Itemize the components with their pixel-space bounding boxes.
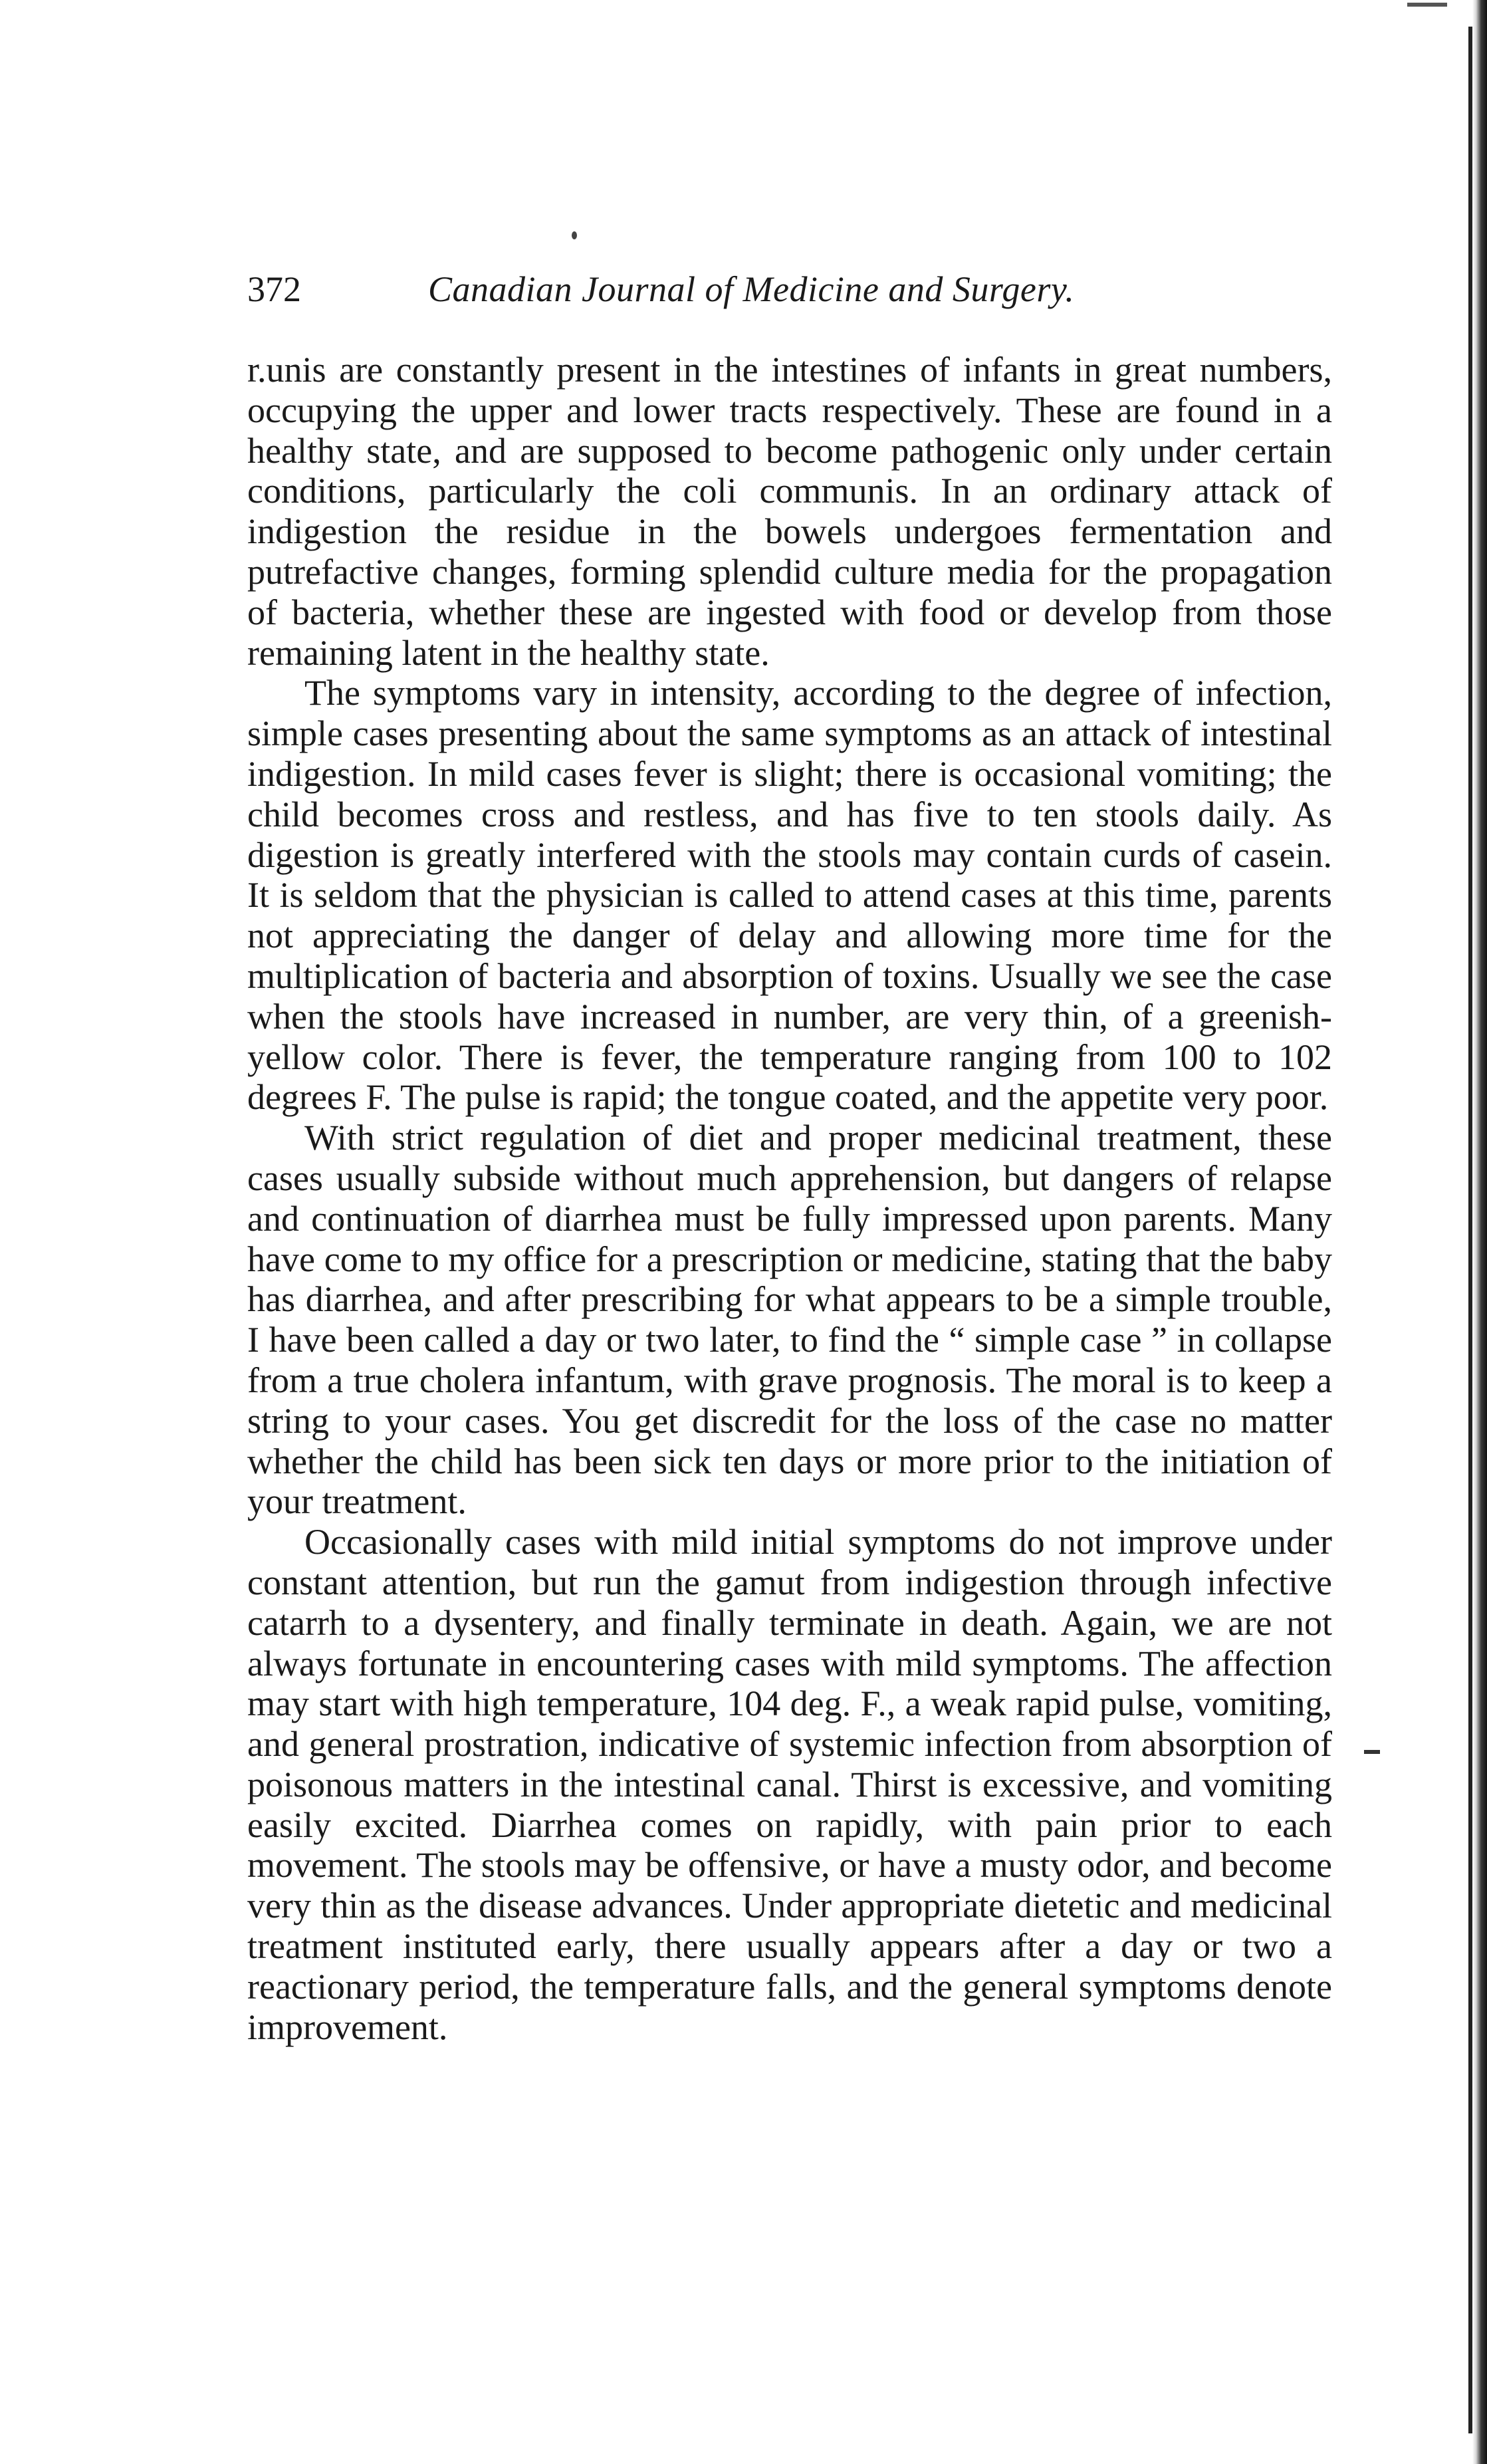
paragraph: The symptoms vary in intensity, according to the degree of infection, simple cases presenting about the same symptoms as an attack of intestinal indigestion. In mild cases fever is slight; there is occasional vomiting; the child becomes cross and restless, and has five to ten stools daily. As digestion is greatly interfered with the stools may contain curds of casein. It is seldom that the physician is called to attend cases at this time, parents not appreciating the danger of delay and allowing more time for the multiplication of bacteria and absorption of toxins. Usually we see the case when the stools have increased in number, are very thin, of a greenish-yellow color. There is fever, the temperature ranging from 100 to 102 degrees F. The pulse is rapid; the tongue coated, and the appetite very poor. <box>247 673 1332 1118</box>
paragraph: Occasionally cases with mild initial symptoms do not improve under constant attention, but run the gamut from indigestion through infective catarrh to a dysentery, and finally terminate in death. Again, we are not always fortunate in encountering cases with mild symptoms. The affection may start with high temperature, 104 deg. F., a weak rapid pulse, vomiting, and general prostration, indicative of systemic infection from absorption of poisonous matters in the intestinal canal. Thirst is excessive, and vomiting easily excited. Diarrhea comes on rapidly, with pain prior to each movement. The stools may be offensive, or have a musty odor, and become very thin as the disease advances. Under appropriate dietetic and medicinal treatment instituted early, there usually appears after a day or two a reactionary period, the temperature falls, and the general symptoms denote improvement. <box>247 1522 1332 2047</box>
page-binding-edge <box>1472 0 1487 2464</box>
body-text <box>247 350 1332 2047</box>
scan-artifact <box>1407 3 1447 7</box>
paragraph: With strict regulation of diet and proper medicinal treatment, these cases usually subside without much apprehension, but dangers of relapse and continuation of diarrhea must be fully impressed upon parents. Many have come to my office for a prescription or medicine, stating that the baby has diarrhea, and after prescribing for what appears to be a simple trouble, I have been called a day or two later, to find the “ simple case ” in collapse from a true cholera infantum, with grave prognosis. The moral is to keep a string to your cases. You get discredit for the loss of the case no matter whether the child has been sick ten days or more prior to the initiation of your treatment. <box>247 1118 1332 1522</box>
journal-title: Canadian Journal of Medicine and Surgery. <box>428 269 1075 309</box>
paragraph: r.unis are constantly present in the intestines of infants in great numbers, occupying the upper and lower tracts respectively. These are found in a healthy state, and are supposed to become pathogenic only under certain conditions, particularly the coli communis. In an ordinary attack of indigestion the residue in the bowels undergoes fermentation and putrefactive changes, forming splendid culture media for the propagation of bacteria, whether these are ingested with food or develop from those remaining latent in the healthy state. <box>247 350 1332 673</box>
margin-mark <box>1364 1750 1380 1754</box>
page-number: 372 <box>247 269 301 309</box>
running-head <box>247 266 1332 312</box>
scan-speck <box>572 231 577 239</box>
